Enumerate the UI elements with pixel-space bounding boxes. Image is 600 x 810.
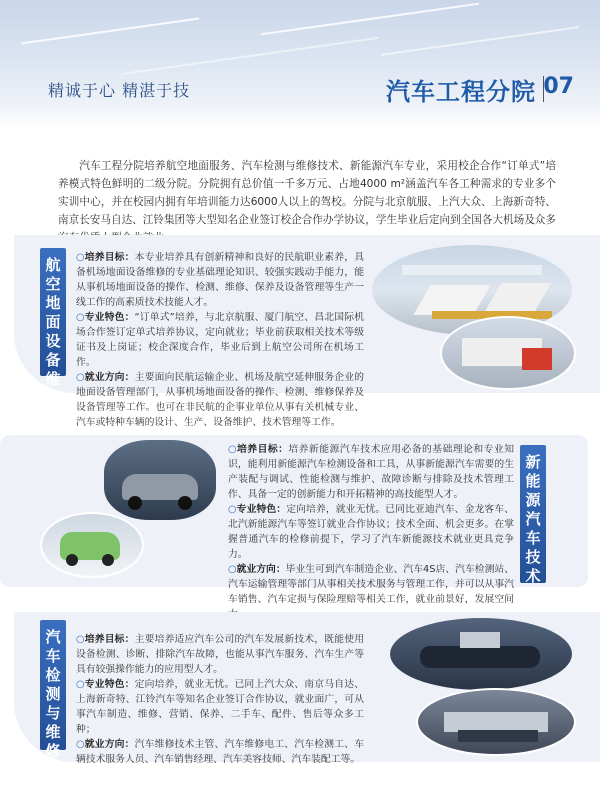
major-item — [76, 677, 364, 737]
major-label-new-energy — [520, 445, 546, 583]
item-key: 就业方向： — [236, 564, 286, 575]
repair-workshop-photo — [390, 618, 572, 690]
item-key: 培养目标： — [237, 444, 289, 455]
page-title: 汽车工程分院 — [386, 78, 536, 106]
bullet-icon: ○ — [76, 372, 85, 383]
major-label-auto-repair — [40, 620, 66, 798]
item-key: 培养目标： — [84, 252, 135, 263]
bullet-icon: ○ — [76, 634, 85, 645]
bullet-icon: ○ — [228, 504, 237, 515]
major-item — [76, 310, 364, 370]
major-item — [76, 250, 364, 310]
training-class-photo — [416, 688, 576, 756]
major-item — [228, 442, 514, 502]
major-label-text: 汽车检测与维修技术 — [45, 628, 61, 798]
airport-truck-photo — [440, 316, 576, 390]
bullet-icon: ○ — [76, 739, 85, 750]
item-text: 定向培养，就业无忧。已同比亚迪汽车、金龙客车、北汽新能源汽车等签订就业合作协议；技术全面、机会更多。在掌握普通汽车的检修前提下，学习了汽车新能源技术就业更具竞争力。 — [228, 504, 515, 560]
item-text: 主要面向民航运输企业、机场及航空延伸服务企业的地面设备管理部门，从事机场地面设备的操作、检测、维修保养及设备管理等工作。也可在非民航的企事业单位从事有关机械专业、汽车或特种车辆的设计、生产、设备维护、技术管理等工作。 — [76, 372, 364, 428]
item-text: “订单式”培养，与北京航服、厦门航空、昌北国际机场合作签订定单式培养协议，定向就业；毕业前获取相关技术等级证书及上岗证；校企深度合作，毕业后到上航空公司所在机场工作。 — [76, 312, 364, 368]
item-key: 就业方向： — [84, 372, 135, 383]
bullet-icon: ○ — [228, 564, 237, 575]
electric-car-photo — [40, 512, 144, 578]
major-text-new-energy — [228, 442, 514, 622]
major-label-text: 航空地面设备维修 — [45, 256, 61, 407]
bullet-icon: ○ — [76, 312, 85, 323]
page-number: 07 — [543, 74, 574, 99]
item-text: 毕业生可到汽车制造企业、汽车4S店、汽车检测站、汽车运输管理等部门从事相关技术服务与管理工作，并可以从事汽车销售、汽车定损与保险理赔等相关工作，就业前景好，发展空间 — [228, 564, 515, 605]
major-item — [76, 370, 364, 430]
ev-lab-photo — [104, 440, 216, 520]
major-label-aviation — [40, 248, 66, 407]
major-text-auto-repair — [76, 632, 364, 767]
item-key: 就业方向： — [84, 739, 135, 750]
bullet-icon: ○ — [228, 444, 238, 455]
item-key: 专业特色： — [84, 679, 135, 690]
item-text: 汽车维修技术主管、汽车维修电工、汽车检测工、车辆技术服务人员、汽车销售经理、汽车美容技师、汽车装配工等。 — [76, 739, 364, 765]
header-sky-banner — [0, 0, 600, 130]
major-item — [228, 502, 514, 562]
major-item — [76, 737, 364, 767]
item-key: 专业特色： — [236, 504, 287, 515]
item-key: 培养目标： — [84, 634, 135, 645]
item-text: 本专业培养具有创新精神和良好的民航职业素养，具备机场地面设备维修的专业基础理论知识、较强实践动手能力，能从事机场地面设备的操作、检测、维修、保养及设备管理等生产一线工作的高素质技术技能人才。 — [76, 252, 364, 308]
item-text: 主要培养适应汽车公司的汽车发展新技术，既能使用设备检测、诊断、排除汽车故障，也能从事汽车服务、汽车生产等具有较强操作能力的应用型人才。 — [76, 634, 364, 675]
major-label-text: 新能源汽车技术 — [525, 453, 541, 585]
major-item — [76, 632, 364, 677]
bullet-icon: ○ — [76, 679, 85, 690]
item-key: 专业特色： — [84, 312, 135, 323]
slogan: 精诚于心 精湛于技 — [48, 81, 191, 100]
item-text: 培养新能源汽车技术应用必备的基础理论和专业知识，能利用新能源汽车检测设备和工具，从事新能源汽车需要的生产装配与调试、性能检测与维护、故障诊断与排除及技术管理工作、具备一定的创新能力和开拓精神的高技能型人才。 — [228, 444, 515, 500]
bullet-icon: ○ — [76, 252, 85, 263]
intro-paragraph: 汽车工程分院培养航空地面服务、汽车检测与维修技术、新能源汽车专业，采用校企合作“订单式”培养模式特色鲜明的二级分院。分院拥有总价值一千多万元、占地4000 m²涵盖汽车各工种需求的专业多个实训中心，并在校园内拥有年培训能力达6000人以上的驾校。分院与北京航服、上汽大众、上海新奇特、南京长安马自达、江铃集团等大型知名企业签订校企合作办学协议，学生毕业后定向到全国各大机场及众多 — [58, 159, 556, 226]
item-text: 定向培养，就业无忧。已同上汽大众、南京马自达、上海新奇特、江铃汽车等知名企业签订合作协议，就业面广，可从事汽车制造、维修、营销、保养、二手车、配件、售后等众多工种； — [76, 679, 364, 735]
major-text-aviation — [76, 250, 364, 430]
